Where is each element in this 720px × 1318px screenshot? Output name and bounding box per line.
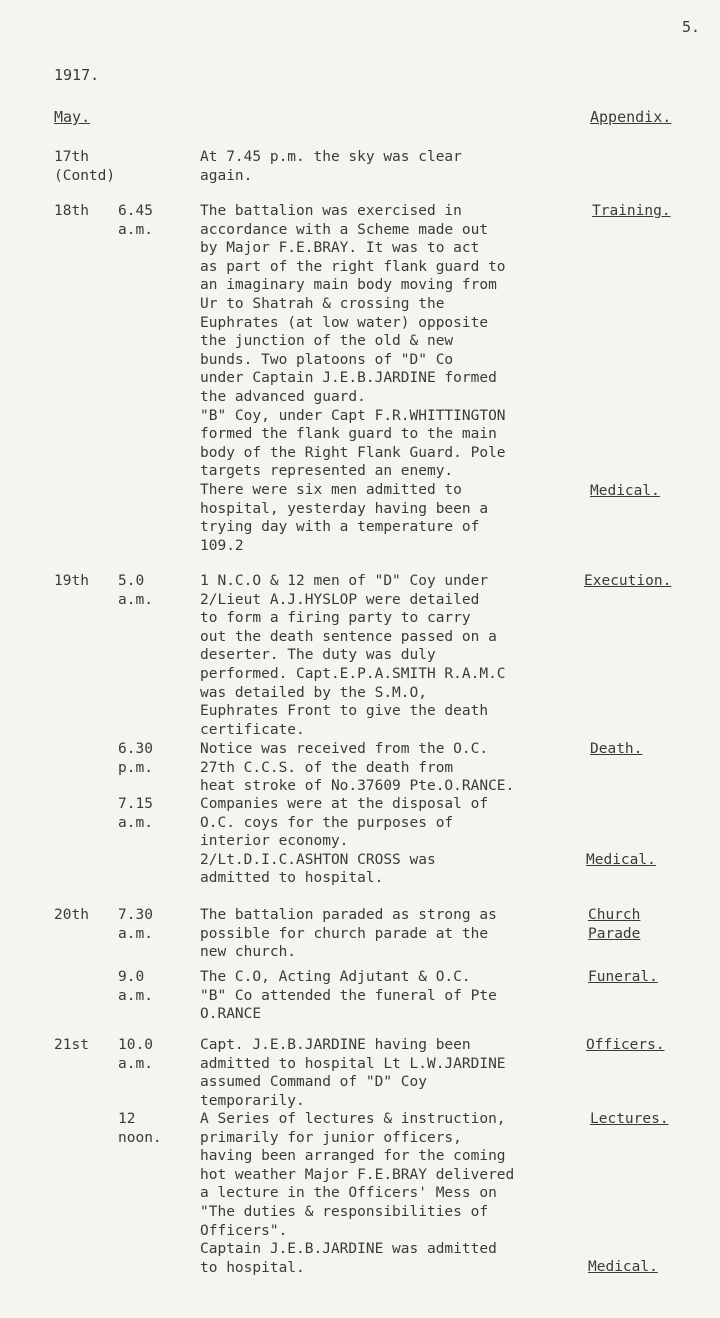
text-line: The battalion paraded as strong as — [200, 907, 497, 923]
entry-text — [200, 1036, 600, 1110]
text-line: heat stroke of No.37609 Pte.O.RANCE. — [200, 778, 515, 795]
entry-date: 19th — [54, 573, 89, 589]
text-line: primarily for junior officers, — [200, 1129, 462, 1146]
text-line: an imaginary main body moving from — [200, 277, 497, 294]
text-line: to hospital. — [200, 1259, 305, 1276]
text-line: 2/Lieut A.J.HYSLOP were detailed — [200, 591, 480, 608]
entry-date: 21st — [54, 1037, 89, 1053]
entry-time: 12 noon. — [118, 1111, 162, 1146]
text-line: "B" Coy, under Capt F.R.WHITTINGTON — [200, 407, 506, 424]
text-line: O.C. coys for the purposes of — [200, 814, 454, 831]
appendix-tag-officers: Officers. — [586, 1037, 665, 1053]
text-line: targets represented an enemy. — [200, 463, 454, 480]
text-line: O.RANCE — [200, 1006, 262, 1023]
entry-time: 5.0 a.m. — [118, 573, 153, 608]
entry-text — [200, 795, 600, 888]
text-line: performed. Capt.E.P.A.SMITH R.A.M.C — [200, 665, 506, 682]
entry-time: 7.30 a.m. — [118, 907, 153, 942]
text-line: bunds. Two platoons of "D" Co — [200, 351, 454, 368]
text-line: 27th C.C.S. of the death from — [200, 759, 454, 776]
text-line: by Major F.E.BRAY. It was to act — [200, 240, 480, 257]
text-line: certificate. — [200, 721, 305, 738]
appendix-tag-training: Training. — [592, 203, 671, 219]
entry-text — [200, 1110, 600, 1277]
entry-time: 10.0 a.m. — [118, 1037, 153, 1072]
text-line: Companies were at the disposal of — [200, 796, 489, 812]
text-line: body of the Right Flank Guard. Pole — [200, 444, 506, 461]
entry-text — [200, 740, 600, 796]
text-line: Euphrates Front to give the death — [200, 703, 489, 720]
text-line: the advanced guard. — [200, 388, 366, 405]
entry-time: 6.45 a.m. — [118, 203, 153, 238]
page-number: 5. — [682, 18, 701, 36]
text-line: At 7.45 p.m. the sky was clear — [200, 149, 462, 165]
text-line: admitted to hospital Lt L.W.JARDINE — [200, 1055, 506, 1072]
text-line: as part of the right flank guard to — [200, 258, 506, 275]
text-line: Capt. J.E.B.JARDINE having been — [200, 1037, 471, 1053]
entry-date: 17th (Contd) — [54, 149, 116, 184]
text-line: under Captain J.E.B.JARDINE formed — [200, 370, 497, 387]
text-line: 109.2 — [200, 537, 244, 554]
text-line: deserter. The duty was duly — [200, 647, 436, 664]
text-line: Notice was received from the O.C. — [200, 741, 489, 757]
text-line: out the death sentence passed on a — [200, 628, 497, 645]
text-line: 1 N.C.O & 12 men of "D" Coy under — [200, 573, 489, 589]
text-line: Ur to Shatrah & crossing the — [200, 295, 445, 312]
text-line: accordance with a Scheme made out — [200, 221, 489, 238]
text-line: assumed Command of "D" Coy — [200, 1074, 427, 1091]
entry-time: 9.0 a.m. — [118, 969, 153, 1004]
entry-text — [200, 202, 600, 555]
text-line: a lecture in the Officers' Mess on — [200, 1185, 497, 1202]
appendix-tag-medical: Medical. — [590, 483, 660, 499]
text-line: was detailed by the S.M.O, — [200, 684, 427, 701]
text-line: hot weather Major F.E.BRAY delivered — [200, 1166, 515, 1183]
text-line: The battalion was exercised in — [200, 203, 462, 219]
text-line: having been arranged for the coming — [200, 1148, 506, 1165]
text-line: hospital, yesterday having been a — [200, 500, 489, 517]
month-heading: May. — [54, 108, 91, 126]
text-line: "B" Co attended the funeral of Pte — [200, 987, 497, 1004]
text-line: 2/Lt.D.I.C.ASHTON CROSS was — [200, 851, 436, 868]
text-line: There were six men admitted to — [200, 481, 462, 498]
text-line: possible for church parade at the — [200, 925, 489, 942]
entry-time: 6.30 p.m. — [118, 741, 153, 776]
entry-text — [200, 148, 600, 185]
appendix-heading: Appendix. — [590, 108, 672, 126]
appendix-tag-medical: Medical. — [588, 1259, 658, 1275]
text-line: Euphrates (at low water) opposite — [200, 314, 489, 331]
entry-date: 18th — [54, 203, 89, 219]
text-line: trying day with a temperature of — [200, 519, 480, 536]
appendix-tag-medical: Medical. — [586, 852, 656, 868]
text-line: A Series of lectures & instruction, — [200, 1111, 506, 1127]
text-line: temporarily. — [200, 1092, 305, 1109]
text-line: interior economy. — [200, 833, 349, 850]
appendix-tag-church-parade: Church Parade — [588, 907, 641, 942]
text-line: Captain J.E.B.JARDINE was admitted — [200, 1241, 497, 1258]
text-line: the junction of the old & new — [200, 333, 454, 350]
appendix-tag-funeral: Funeral. — [588, 969, 658, 985]
text-line: formed the flank guard to the main — [200, 426, 497, 443]
text-line: again. — [200, 167, 253, 184]
appendix-tag-execution: Execution. — [584, 573, 672, 589]
entry-text — [200, 906, 600, 962]
text-line: Officers". — [200, 1222, 288, 1239]
text-line: "The duties & responsibilities of — [200, 1203, 489, 1220]
entry-text — [200, 968, 600, 1024]
appendix-tag-lectures: Lectures. — [590, 1111, 669, 1127]
year-heading: 1917. — [54, 66, 100, 84]
appendix-tag-death: Death. — [590, 741, 643, 757]
text-line: admitted to hospital. — [200, 870, 384, 887]
entry-date: 20th — [54, 907, 89, 923]
text-line: new church. — [200, 944, 297, 961]
text-line: to form a firing party to carry — [200, 610, 471, 627]
entry-time: 7.15 a.m. — [118, 796, 153, 831]
text-line: The C.O, Acting Adjutant & O.C. — [200, 969, 471, 985]
entry-text — [200, 572, 600, 739]
